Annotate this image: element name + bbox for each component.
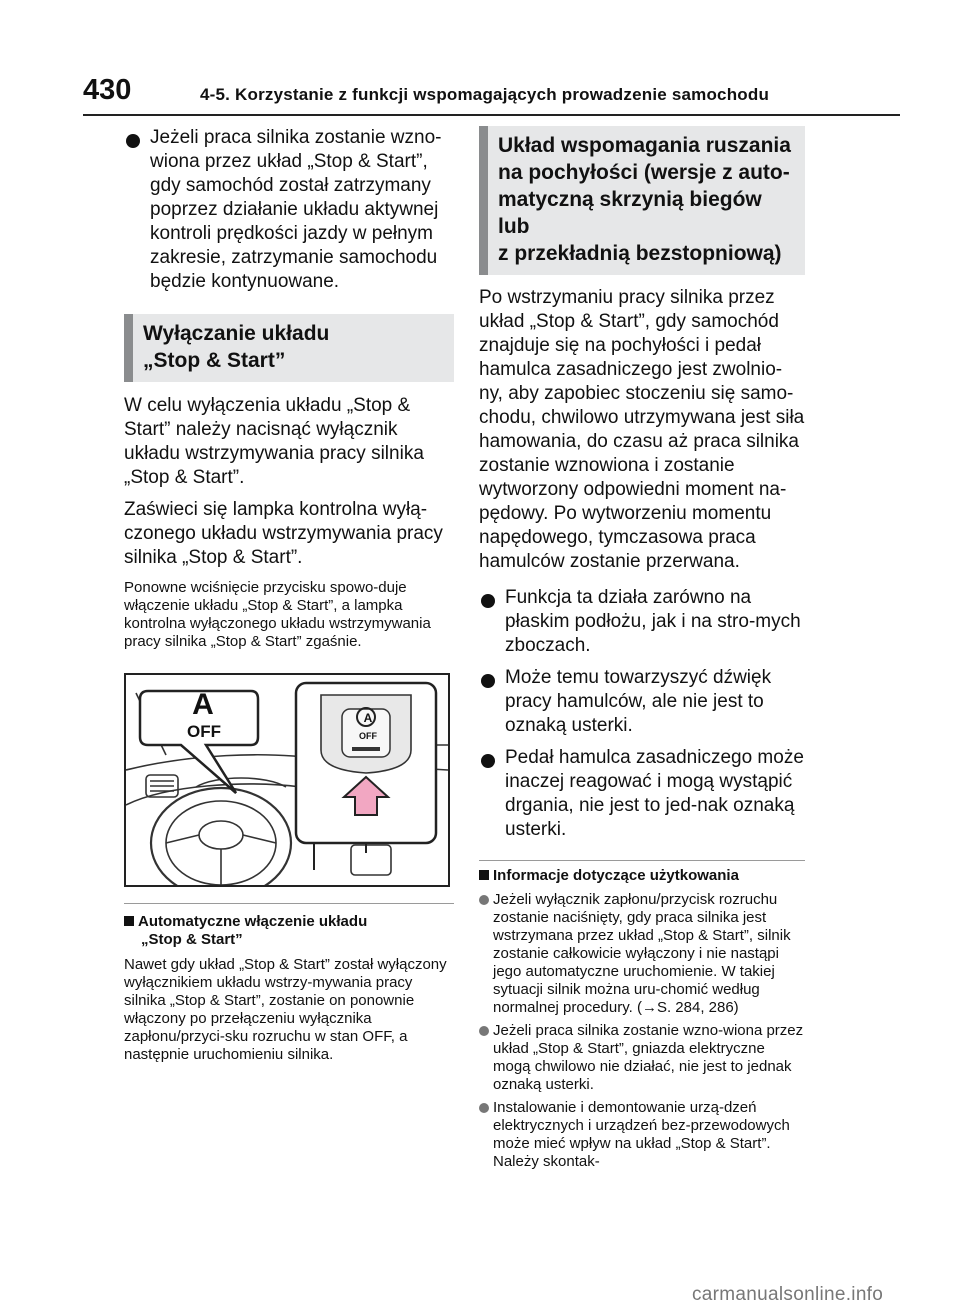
subsection-heading-line: Automatyczne włączenie układu bbox=[138, 913, 368, 930]
section-heading bbox=[479, 126, 805, 275]
subsection-heading bbox=[124, 913, 454, 949]
heading-line: Wyłączanie układu bbox=[143, 322, 330, 345]
info-bullet-text: Jeżeli wyłącznik zapłonu/przycisk rozruchu zostanie naciśnięty, gdy praca silnika jest wstrzymana przez układ „Stop & Start”, silnik zostanie całkowicie wyłączony i nie nastąpi jego automatyczne uruchomienie. W takiej sytuacji silnik można uru-chomić według normalnej procedury. (→S. 284, 286) bbox=[493, 891, 791, 1016]
bullet-dot-icon bbox=[481, 674, 495, 688]
bullet-item bbox=[479, 746, 805, 842]
bullet-dot-icon bbox=[479, 1026, 489, 1036]
subsection-heading-text: Informacje dotyczące użytkowania bbox=[493, 867, 739, 884]
dashboard-illustration bbox=[126, 675, 448, 885]
left-column bbox=[124, 126, 454, 1064]
subsection-heading bbox=[479, 867, 805, 885]
subsection-divider bbox=[479, 860, 805, 861]
page-number: 430 bbox=[83, 74, 132, 106]
bullet-dot-icon bbox=[479, 895, 489, 905]
subsection-text: Nawet gdy układ „Stop & Start” został wyłączony wyłącznikiem układu wstrzy-mywania pracy silnika „Stop & Start”, zostanie on ponownie włączony po przełączeniu wyłącznika zapłonu/przyci-sku rozruchu w stan OFF, a następnie uruchomieniu silnika. bbox=[124, 956, 447, 1063]
button-off-label: OFF bbox=[359, 731, 377, 741]
callout-off-label: OFF bbox=[187, 722, 221, 741]
bullet-item bbox=[479, 586, 805, 658]
button-symbol-a: A bbox=[363, 711, 373, 725]
callout-symbol-a: A bbox=[192, 688, 214, 721]
info-bullet-text: Instalowanie i demontowanie urzą-dzeń elektrycznych i urządzeń bez-przewodowych może mieć wpływ na układ „Stop & Start”. Należy skontak- bbox=[493, 1099, 790, 1170]
info-bullet bbox=[479, 891, 805, 1017]
right-column bbox=[479, 126, 805, 1171]
square-bullet-icon bbox=[479, 870, 489, 880]
subsection-heading-line: „Stop & Start” bbox=[141, 931, 243, 948]
subsection-divider bbox=[124, 903, 454, 904]
heading-line: z przekładnią bezstopniową) bbox=[498, 242, 782, 265]
bullet-item bbox=[479, 666, 805, 738]
info-bullet bbox=[479, 1022, 805, 1094]
info-bullet bbox=[479, 1099, 805, 1171]
info-bullet-text: Jeżeli praca silnika zostanie wzno-wiona przez układ „Stop & Start”, gniazda elektryczne mogą chwilowo nie działać, nie jest to jednak oznaką usterki. bbox=[493, 1022, 804, 1093]
bullet-dot-icon bbox=[481, 594, 495, 608]
heading-line: matyczną skrzynią biegów lub bbox=[498, 188, 762, 238]
heading-line: „Stop & Start” bbox=[143, 349, 286, 372]
header-divider bbox=[83, 114, 900, 116]
section-heading bbox=[124, 314, 454, 382]
heading-line: Układ wspomagania ruszania bbox=[498, 134, 791, 157]
paragraph-note: Ponowne wciśnięcie przycisku spowo-duje włączenie układu „Stop & Start”, a lampka kontrolna wyłączonego układu wstrzymywania pracy silnika „Stop & Start” zgaśnie. bbox=[124, 579, 431, 650]
heading-line: na pochyłości (wersje z auto- bbox=[498, 161, 790, 184]
bullet-text: Funkcja ta działa zarówno na płaskim podłożu, jak i na stro-mych zboczach. bbox=[505, 587, 801, 656]
bullet-dot-icon bbox=[481, 754, 495, 768]
bullet-dot-icon bbox=[126, 134, 140, 148]
bullet-text: Jeżeli praca silnika zostanie wzno-wiona przez układ „Stop & Start”, gdy samochód został zatrzymany poprzez działanie układu aktywnej kontroli prędkości jazdy w pełnym zakresie, zatrzymanie samochodu będzie kontynuowane. bbox=[150, 127, 442, 292]
square-bullet-icon bbox=[124, 916, 134, 926]
bullet-dot-icon bbox=[479, 1103, 489, 1113]
paragraph: W celu wyłączenia układu „Stop & Start” należy nacisnąć wyłącznik układu wstrzymywania pracy silnika „Stop & Start”. bbox=[124, 395, 424, 488]
paragraph: Po wstrzymaniu pracy silnika przez układ „Stop & Start”, gdy samochód znajduje się na pochyłości i pedał hamulca zasadniczego jest zwolnio-ny, aby zapobiec stoczeniu się samo-chodu, chwilowo utrzymywana jest siła hamowania, do czasu aż praca silnika zostanie wznowiona i zostanie wytworzony odpowiedni moment na-pędowy. Po wytworzeniu momentu napędowego, tymczasowa praca hamulców zostanie przerwana. bbox=[479, 287, 805, 572]
bullet-text: Pedał hamulca zasadniczego może inaczej reagować i mogą wystąpić drgania, nie jest to jed-nak oznaką usterki. bbox=[505, 747, 804, 840]
watermark: carmanualsonline.info bbox=[692, 1284, 884, 1305]
stop-start-switch-figure bbox=[124, 673, 450, 887]
bullet-text: Może temu towarzyszyć dźwięk pracy hamulców, ale nie jest to oznaką usterki. bbox=[505, 667, 772, 736]
bullet-item bbox=[124, 126, 454, 294]
chapter-title: 4-5. Korzystanie z funkcji wspomagających prowadzenie samochodu bbox=[200, 85, 770, 104]
paragraph: Zaświeci się lampka kontrolna wyłą-czonego układu wstrzymywania pracy silnika „Stop & Start”. bbox=[124, 499, 443, 568]
